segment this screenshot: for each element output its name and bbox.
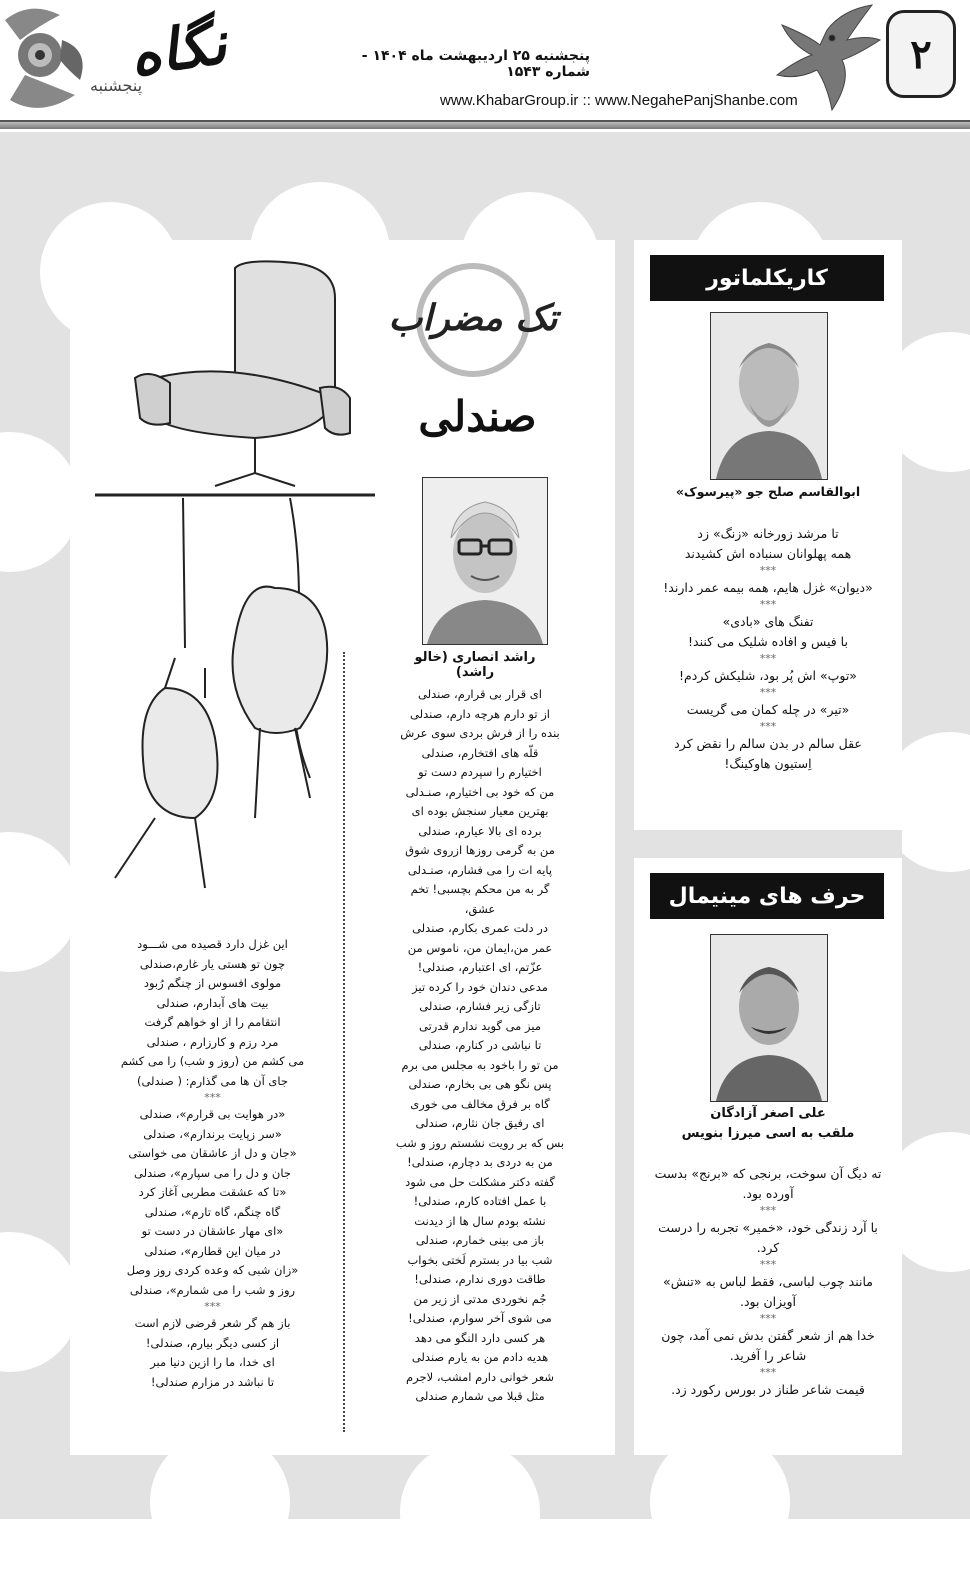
poem-right-column <box>395 685 565 1407</box>
verse-line: پس نگو هی بی بخارم، صندلی <box>408 1077 552 1091</box>
chair-cartoon-illustration <box>95 258 395 898</box>
verse-line: طاقت دوری ندارم، صندلی! <box>414 1272 546 1286</box>
text-line: «تیر» در چله کمان می گریست <box>686 702 850 717</box>
caricature-author: ابوالقاسم صلح جو «پیرسوک» <box>675 484 861 499</box>
verse-line: مدعی دندان خود را کرده تیز <box>412 979 548 994</box>
verse-line: پایه ات را می فشارم، صنـدلی <box>407 862 553 877</box>
poem-title: صندلی <box>418 392 537 441</box>
column-divider <box>343 652 345 1432</box>
verse-line: می شوی آخر سوارم، صندلی! <box>408 1311 552 1325</box>
portrait-icon <box>711 935 827 1101</box>
verse-line: ای خدا، ما را ازین دنیا مبر <box>150 1355 275 1369</box>
verse-line: «جان و دل از عاشقان می خواستی <box>128 1146 297 1160</box>
separator: *** <box>759 1204 777 1217</box>
caricature-box <box>634 240 902 830</box>
verse-line: روز و شب را می شمارم»، صندلی <box>129 1282 296 1297</box>
poem-left-column <box>100 935 325 1392</box>
verse-line: من به گرمی روزها ازروی شوق <box>405 843 555 857</box>
verse-line: من تو را باخود به مجلس می برم <box>401 1057 559 1072</box>
verse-line: از کسی دیگر بیارم، صندلی! <box>145 1335 280 1350</box>
verse-line: «ای مهار عاشقان در دست تو <box>141 1224 284 1238</box>
decor-circle <box>0 832 80 972</box>
minimal-author-name: علی اصغر آزادگان <box>710 1106 826 1121</box>
poet-name: راشد انصاری (خالو راشد) <box>414 650 536 680</box>
minimal-text <box>648 1164 888 1400</box>
separator: *** <box>759 652 777 665</box>
verse-line: عمر من،ایمان من، ناموس من <box>407 940 553 955</box>
logo-sub-text: پنجشنبه <box>90 76 143 95</box>
text-line: ته دیگ آن سوخت، برنجی که «برنج» بدست آورده بود. <box>654 1166 882 1201</box>
text-line: قیمت شاعر طناز در بورس رکورد زد. <box>671 1382 865 1397</box>
text-line: با فیس و افاده شلیک می کنند! <box>688 634 848 649</box>
text-line: اِستیون هاوکینگ! <box>724 756 812 771</box>
website-urls[interactable]: www.KhabarGroup.ir :: www.NegahePanjShanbe.com <box>440 92 798 109</box>
verse-line: جان و دل را می سپارم»، صندلی <box>134 1165 291 1180</box>
verse-line: مثل قبلا می شمارم صندلی <box>415 1389 545 1403</box>
verse-line: ای قرار بی قرارم، صندلی <box>418 687 542 701</box>
verse-line: باز هم گر شعر قرضی لازم است <box>134 1316 291 1330</box>
verse-line: ای رفیق جان نثارم، صندلی <box>415 1116 545 1130</box>
verse-line: تازگی زیر فشارم، صندلی <box>419 999 541 1013</box>
author-photo <box>710 934 828 1102</box>
separator: *** <box>204 1091 221 1104</box>
verse-line: می کشم من (روز و شب) را می کشم <box>120 1054 305 1068</box>
minimal-title: حرف های مینیمال <box>650 873 884 919</box>
poet-photo <box>422 477 548 645</box>
verse-line: اختیارم را سپردم دست تو <box>418 765 542 779</box>
verse-line: از تو دارم هرچه دارم، صندلی <box>410 706 550 721</box>
verse-line: بهترین معیار سنجش بوده ای <box>411 804 549 818</box>
header-divider <box>0 120 970 129</box>
verse-line: مرد رزم و کارزارم ، صندلی <box>146 1034 279 1049</box>
text-line: «توپ» اش پُر بود، شلیکش کردم! <box>679 668 857 683</box>
verse-line: انتقامم را از او خواهم گرفت <box>144 1015 281 1029</box>
caricature-title: کاریکلماتور <box>650 255 884 301</box>
verse-line: گاه چنگم، گاه تارم»، صندلی <box>144 1204 281 1219</box>
caricature-text <box>642 524 894 774</box>
verse-line: تا نباشی در کنارم، صندلی <box>418 1038 542 1052</box>
separator: *** <box>759 598 777 611</box>
verse-line: بنده را از فرش بردی سوی عرش <box>400 726 560 740</box>
verse-line: عزّتم، ای اعتبارم، صندلی! <box>417 960 543 974</box>
verse-line: میز می گوید ندارم قدرتی <box>419 1018 541 1033</box>
column-label: تک مضراب <box>388 297 558 339</box>
decor-circle <box>0 432 80 572</box>
verse-line: «زان شبی که وعده کردی روز وصل <box>126 1263 299 1277</box>
text-line: مانند چوب لباسی، فقط لباس به «تنش» آویزان بود. <box>663 1274 873 1309</box>
verse-line: «سر زپایت برندارم»، صندلی <box>143 1126 282 1141</box>
verse-line: گر به من محکم بچسبی! تخم عشق، <box>410 882 550 916</box>
verse-line: بس که بر رویت نشستم روز و شب <box>395 1135 565 1150</box>
text-line: «دیوان» غزل هایم، همه بیمه عمر دارند! <box>663 580 873 595</box>
text-line: تفنگ های «بادی» <box>722 614 814 629</box>
decor-circle <box>400 1442 540 1582</box>
verse-line: هر کسی دارد النگو می دهد <box>414 1330 546 1345</box>
portrait-icon <box>711 313 827 479</box>
verse-line: گاه بر فرق مخالف می خوری <box>410 1096 550 1111</box>
text-line: تا مرشد زورخانه «زنگ» زد <box>697 526 839 541</box>
issue-date: پنجشنبه ۲۵ اردیبهشت ماه ۱۴۰۴ - شماره ۱۵۴۳ <box>361 48 590 80</box>
verse-line: شب بیا در بسترم لَختی بخواب <box>407 1252 553 1267</box>
verse-line: نشئه بودم سال ها از دیدنت <box>414 1213 546 1228</box>
text-line: عقل سالم در بدن سالم را نقض کرد <box>674 736 862 751</box>
separator: *** <box>759 564 777 577</box>
verse-line: با عمل افتاده کارم، صندلی! <box>413 1194 547 1208</box>
verse-line: در دلت عمری بکارم، صندلی <box>412 921 548 935</box>
verse-line: «در هوایت بی قرارم»، صندلی <box>139 1107 286 1121</box>
separator: *** <box>759 1312 777 1325</box>
verse-line: «تا که عشقت مطربی آغاز کرد <box>138 1185 287 1199</box>
verse-line: تا نباشد در مزارم صندلی! <box>150 1374 275 1389</box>
verse-line: این غزل دارد قصیده می شـــود <box>137 937 288 951</box>
separator: *** <box>759 1258 777 1271</box>
text-line: خدا هم از شعر گفتن بدش نمی آمد، چون شاعر را آفرید. <box>661 1328 875 1363</box>
page-number: ۲ <box>886 10 956 98</box>
verse-line: شعر خوانی دارم امشب، لاجرم <box>406 1369 554 1384</box>
phoenix-bird-icon <box>772 0 882 118</box>
newspaper-logo[interactable] <box>90 10 260 110</box>
masthead <box>0 0 970 132</box>
separator: *** <box>759 720 777 733</box>
portrait-icon <box>423 478 547 644</box>
verse-line: چون تو هستی یار غارم،صندلی <box>139 956 286 971</box>
author-photo <box>710 312 828 480</box>
separator: *** <box>204 1300 221 1313</box>
verse-line: من که خود بی اختیارم، صنـدلی <box>405 784 555 799</box>
logo-main-text: نگاه <box>125 8 231 90</box>
verse-line: برده ای بالا عیارم، صندلی <box>418 823 542 838</box>
verse-line: من به دردی بد دچارم، صندلی! <box>407 1155 553 1169</box>
verse-line: مولوی افسوس از چنگم رُبود <box>143 976 282 990</box>
minimal-box <box>634 858 902 1455</box>
separator: *** <box>759 686 777 699</box>
verse-line: در میان این قطارم»، صندلی <box>144 1243 281 1258</box>
side-column <box>634 240 902 1455</box>
floral-ornament-icon <box>0 0 95 118</box>
minimal-author-nickname: ملقب به اسی میرزا بنویس <box>681 1126 855 1141</box>
verse-line: جُم نخوردی مدتی از زیر من <box>413 1291 547 1306</box>
separator: *** <box>759 1366 777 1379</box>
decor-circle <box>0 1232 80 1372</box>
verse-line: باز می بینی خمارم، صندلی <box>415 1233 545 1247</box>
verse-line: جای آن ها می گذارم: ( صندلی) <box>136 1073 289 1088</box>
text-line: همه پهلوانان سنباده اش کشیدند <box>684 546 852 561</box>
text-line: با آرد زندگی خود، «خمیر» تجربه را درست کرد. <box>658 1220 878 1255</box>
verse-line: قلّه های افتخارم، صندلی <box>421 745 539 760</box>
verse-line: گفته دکتر مشکلت حل می شود <box>405 1174 555 1189</box>
verse-line: بیت های آبدارم، صندلی <box>156 995 269 1010</box>
verse-line: هدیه دادم من به یارم صندلی <box>411 1350 549 1364</box>
